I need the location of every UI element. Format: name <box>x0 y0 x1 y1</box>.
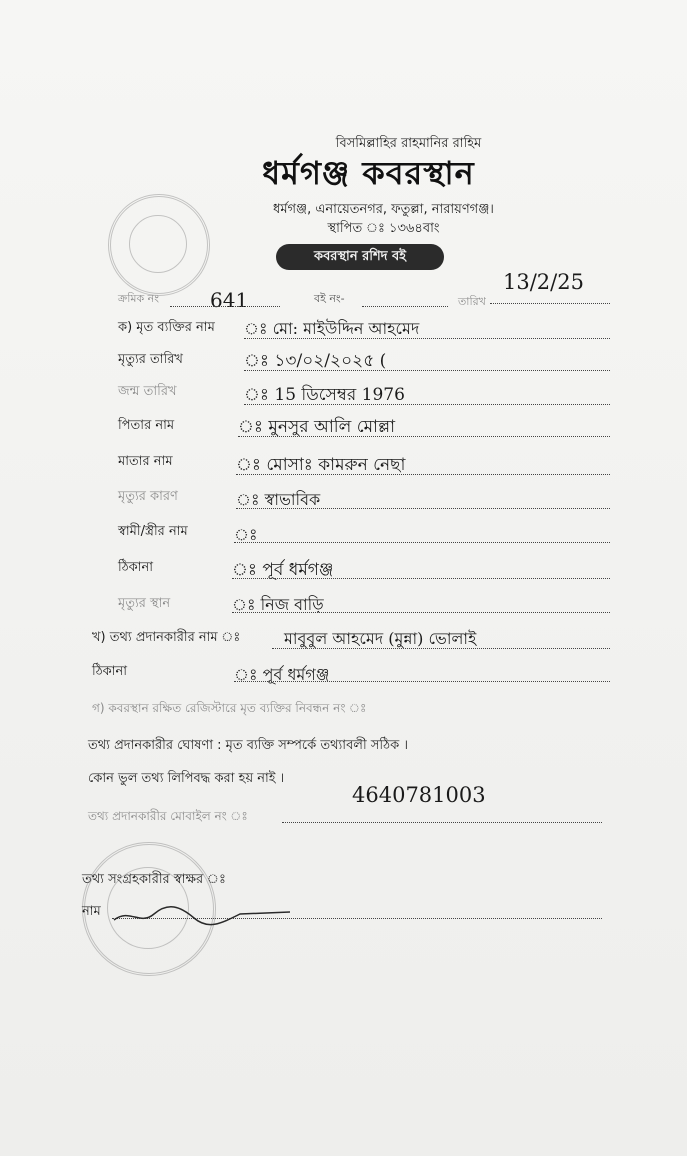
spouse-name-label: স্বামী/স্ত্রীর নাম <box>118 524 188 539</box>
cemetery-title: ধর্মগঞ্জ কবরস্থান <box>262 154 475 192</box>
declaration-line-1: তথ্য প্রদানকারীর ঘোষণা : মৃত ব্যক্তি সম্পর্কে তথ্যাবলী সঠিক । <box>88 738 408 753</box>
mother-name-value: ঃ মোসাঃ কামরুন নেছা <box>236 455 406 475</box>
book-label: বই নং- <box>314 292 345 305</box>
birth-date-value: ঃ 15 ডিসেম্বর 1976 <box>244 385 405 405</box>
collector-signature-label: তথ্য সংগ্রহকারীর স্বাক্ষর ঃ <box>82 872 226 887</box>
serial-label: ক্রমিক নং <box>118 292 159 305</box>
birth-date-label: জন্ম তারিখ <box>118 384 177 399</box>
informant-address-value: ঃ পূর্ব ধর্মগঞ্জ <box>234 665 330 684</box>
mobile-number-value: 4640781003 <box>352 783 486 807</box>
informant-name-value: মাবুবুল আহমেদ (মুন্না) ভোলাই <box>284 629 477 648</box>
death-place-label: মৃত্যুর স্থান <box>118 596 171 611</box>
date-value: 13/2/25 <box>503 270 584 294</box>
address-label: ঠিকানা <box>118 560 154 575</box>
father-name-label: পিতার নাম <box>118 418 175 433</box>
date-label: তারিখ <box>458 295 486 308</box>
death-place-value: ঃ নিজ বাড়ি <box>232 595 324 614</box>
death-date-value: ঃ ১৩/০২/২০২৫ ( <box>244 351 387 371</box>
informant-address-label: ঠিকানা <box>92 664 128 679</box>
death-cause-label: মৃত্যুর কারণ <box>118 489 178 504</box>
register-number-label: গ) কবরস্থান রক্ষিত রেজিস্টারে মৃত ব্যক্তির নিবন্ধন নং ঃ <box>92 701 367 715</box>
declaration-line-2: কোন ভুল তথ্য লিপিবদ্ধ করা হয় নাই । <box>88 771 285 786</box>
receipt-book-badge: কবরস্থান রশিদ বই <box>276 244 444 270</box>
bismillah-text: বিসমিল্লাহির রাহমানির রাহিম <box>335 136 482 151</box>
mobile-number-label: তথ্য প্রদানকারীর মোবাইল নং ঃ <box>88 809 248 823</box>
signature-scribble <box>110 900 300 930</box>
cemetery-address: ধর্মগঞ্জ, এনায়েতনগর, ফতুল্লা, নারায়ণগঞ্জ। <box>273 202 494 217</box>
mother-name-label: মাতার নাম <box>118 454 173 469</box>
death-date-label: মৃত্যুর তারিখ <box>118 352 183 367</box>
deceased-name-value: ঃ মো: মাইউদ্দিন আহমেদ <box>244 319 420 338</box>
serial-value: 641 <box>210 288 249 312</box>
spouse-name-value: ঃ <box>234 525 258 544</box>
father-name-value: ঃ মুনসুর আলি মোল্লা <box>238 417 396 437</box>
collector-name-label: নাম <box>82 904 101 919</box>
established-text: স্থাপিত ঃ ১৩৬৪বাং <box>327 221 440 236</box>
informant-name-label: খ) তথ্য প্রদানকারীর নাম ঃ <box>92 630 241 645</box>
death-cause-value: ঃ স্বাভাবিক <box>236 490 321 509</box>
address-value: ঃ পূর্ব ধর্মগঞ্জ <box>232 560 334 580</box>
deceased-name-label: ক) মৃত ব্যক্তির নাম <box>118 320 215 335</box>
